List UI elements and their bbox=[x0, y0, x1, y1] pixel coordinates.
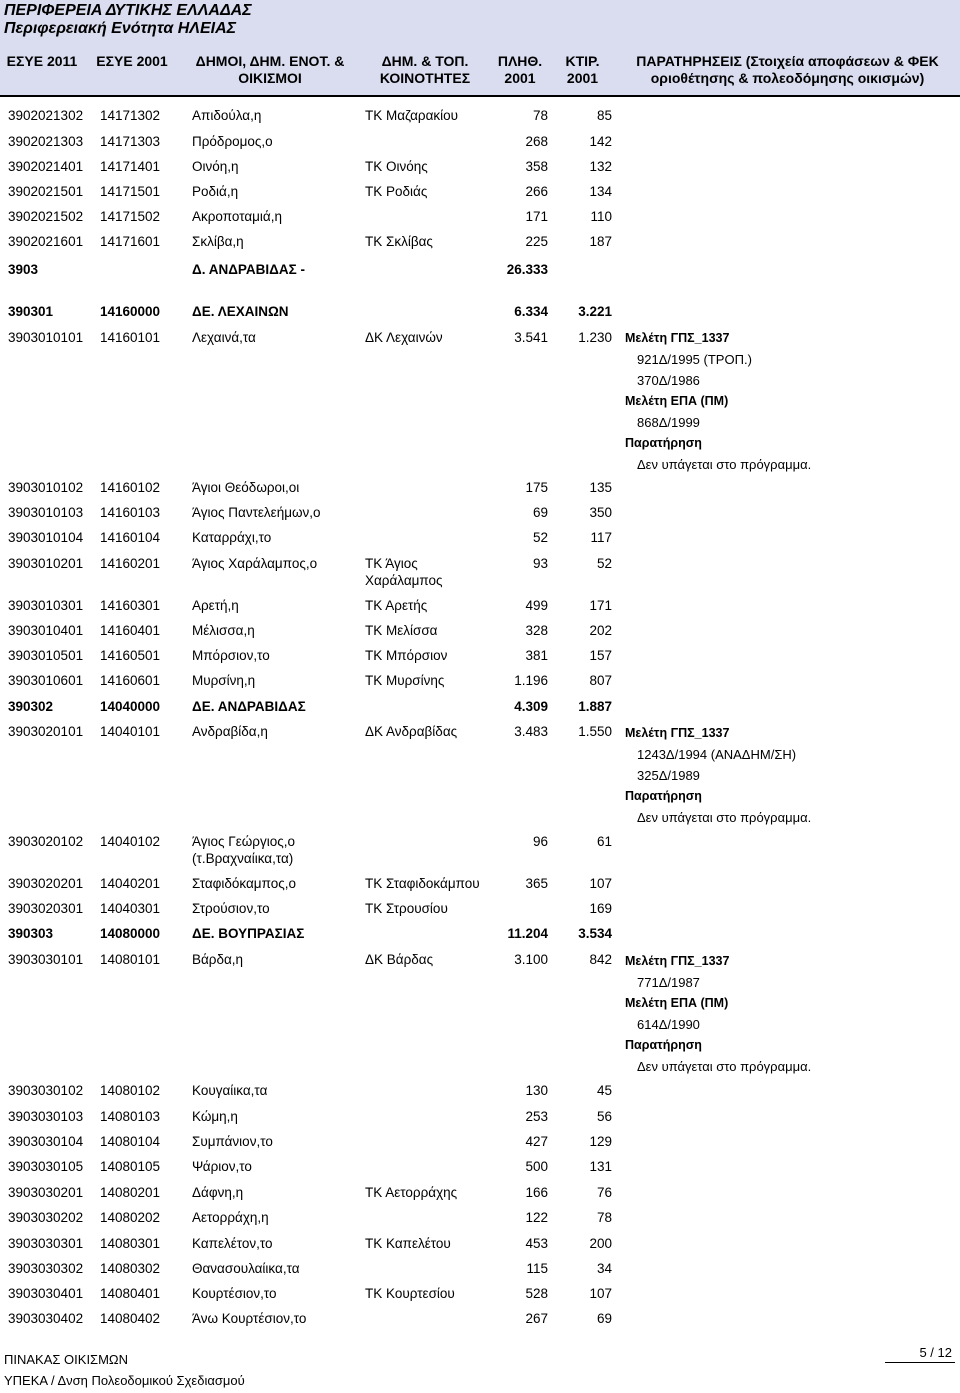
settlement-name: Δάφνη,η bbox=[192, 1185, 244, 1200]
population: 1.196 bbox=[514, 673, 548, 688]
settlement-name: Μέλισσα,η bbox=[192, 623, 255, 638]
buildings: 202 bbox=[589, 623, 612, 638]
settlement-name: Συμπάνιον,το bbox=[192, 1134, 273, 1149]
settlement-name: Λεχαινά,τα bbox=[192, 330, 256, 345]
remark-entry: 1243Δ/1994 (ΑΝΑΔΗΜ/ΣΗ) bbox=[637, 747, 797, 762]
table-row bbox=[0, 598, 960, 618]
population: 381 bbox=[525, 648, 548, 663]
esye-2001: 14080101 bbox=[100, 952, 161, 967]
esye-2011: 3903010601 bbox=[8, 673, 84, 688]
settlement-name: Άγιος Χαράλαμπος,ο bbox=[192, 556, 318, 571]
buildings: 78 bbox=[596, 1210, 612, 1225]
remark-entry: 370Δ/1986 bbox=[637, 373, 700, 388]
population: 3.483 bbox=[514, 724, 548, 739]
community-name: ΤΚ Σταφιδοκάμπου bbox=[365, 876, 480, 891]
esye-2001: 14171302 bbox=[100, 108, 161, 123]
esye-2001: 14160103 bbox=[100, 505, 161, 520]
settlement-name: Ψάριον,το bbox=[192, 1159, 252, 1174]
community-name: ΤΚ Σκλίβας bbox=[365, 234, 433, 249]
region-title: ΠΕΡΙΦΕΡΕΙΑ ΔΥΤΙΚΗΣ ΕΛΛΑΔΑΣ bbox=[4, 2, 252, 19]
buildings: 200 bbox=[589, 1236, 612, 1251]
remarks-block bbox=[625, 723, 811, 828]
esye-2011: 3903030301 bbox=[8, 1236, 84, 1251]
buildings: 135 bbox=[589, 480, 612, 495]
population: 3.100 bbox=[514, 952, 548, 967]
settlement-name: Μυρσίνη,η bbox=[192, 673, 256, 688]
population: 96 bbox=[532, 834, 548, 849]
community-name: ΔΚ Λεχαινών bbox=[365, 330, 443, 345]
esye-2011: 3903030402 bbox=[8, 1311, 84, 1326]
esye-2001: 14160401 bbox=[100, 623, 161, 638]
table-row bbox=[0, 530, 960, 550]
remark-heading: Μελέτη ΕΠΑ (ΠΜ) bbox=[625, 996, 729, 1010]
settlement-name: Δ. ΑΝΔΡΑΒΙΔΑΣ - bbox=[192, 262, 305, 277]
esye-2001: 14040101 bbox=[100, 724, 161, 739]
esye-2001: 14080103 bbox=[100, 1109, 161, 1124]
col-name: ΔΗΜΟΙ, ΔΗΜ. ΕΝΟΤ. & ΟΙΚΙΣΜΟΙ bbox=[195, 53, 345, 86]
header-separator bbox=[0, 95, 960, 97]
footer-rule bbox=[885, 1362, 955, 1363]
esye-2001: 14080105 bbox=[100, 1159, 161, 1174]
buildings: 1.550 bbox=[578, 724, 612, 739]
buildings: 3.221 bbox=[578, 304, 612, 319]
buildings: 3.534 bbox=[578, 926, 612, 941]
esye-2011: 3903030105 bbox=[8, 1159, 84, 1174]
population: 253 bbox=[525, 1109, 548, 1124]
population: 93 bbox=[532, 556, 548, 571]
esye-2011: 3903030103 bbox=[8, 1109, 84, 1124]
community-name: ΤΚ Στρουσίου bbox=[365, 901, 448, 916]
population: 175 bbox=[525, 480, 548, 495]
community-name: ΤΚ Κουρτεσίου bbox=[365, 1286, 455, 1301]
population: 266 bbox=[525, 184, 548, 199]
settlement-name: Άγιοι Θεόδωροι,οι bbox=[192, 480, 300, 495]
settlement-name: Σταφιδόκαμπος,ο bbox=[192, 876, 296, 891]
table-row bbox=[0, 1261, 960, 1281]
remarks-block bbox=[625, 951, 811, 1077]
table-row bbox=[0, 159, 960, 179]
population: 267 bbox=[525, 1311, 548, 1326]
remark-entry: 325Δ/1989 bbox=[637, 768, 700, 783]
community-name: ΔΚ Ανδραβίδας bbox=[365, 724, 458, 739]
community-name: ΤΚ Οινόης bbox=[365, 159, 428, 174]
settlement-name: Άγιος Γεώργιος,ο bbox=[192, 834, 295, 849]
population: 499 bbox=[525, 598, 548, 613]
buildings: 117 bbox=[590, 530, 612, 545]
buildings: 34 bbox=[596, 1261, 612, 1276]
unit-title: Περιφερειακή Ενότητα ΗΛΕΙΑΣ bbox=[4, 20, 237, 37]
esye-2011: 3903010201 bbox=[8, 556, 84, 571]
esye-2001: 14040102 bbox=[100, 834, 161, 849]
col-community: ΔΗΜ. & ΤΟΠ. ΚΟΙΝΟΤΗΤΕΣ bbox=[379, 53, 471, 86]
remark-heading: Παρατήρηση bbox=[625, 436, 702, 450]
buildings: 142 bbox=[589, 134, 612, 149]
buildings: 107 bbox=[589, 876, 612, 891]
table-row bbox=[0, 623, 960, 643]
table-row bbox=[0, 1236, 960, 1256]
table-row bbox=[0, 480, 960, 500]
population: 225 bbox=[525, 234, 548, 249]
settlement-name: Καταρράχι,το bbox=[192, 530, 272, 545]
esye-2011: 3903030102 bbox=[8, 1083, 84, 1098]
page-header bbox=[0, 0, 960, 95]
community-name: ΤΚ Μυρσίνης bbox=[365, 673, 445, 688]
footer-table-name: ΠΙΝΑΚΑΣ ΟΙΚΙΣΜΩΝ bbox=[4, 1352, 129, 1367]
table-row bbox=[0, 556, 960, 588]
esye-2011: 3903010501 bbox=[8, 648, 84, 663]
esye-2011: 3903020102 bbox=[8, 834, 84, 849]
table-row bbox=[0, 1185, 960, 1205]
settlement-name: Θανασουλαίικα,τα bbox=[192, 1261, 300, 1276]
table-row bbox=[0, 134, 960, 154]
table-row bbox=[0, 1210, 960, 1230]
buildings: 350 bbox=[589, 505, 612, 520]
population: 122 bbox=[525, 1210, 548, 1225]
col-esye2011: ΕΣΥΕ 2011 bbox=[6, 53, 78, 69]
buildings: 85 bbox=[596, 108, 612, 123]
population: 171 bbox=[525, 209, 548, 224]
table-row bbox=[0, 673, 960, 693]
esye-2001: 14171401 bbox=[100, 159, 161, 174]
buildings: 69 bbox=[596, 1311, 612, 1326]
esye-2011: 3903010103 bbox=[8, 505, 84, 520]
esye-2011: 3903010101 bbox=[8, 330, 84, 345]
esye-2011: 3903030202 bbox=[8, 1210, 84, 1225]
population: 4.309 bbox=[514, 699, 548, 714]
esye-2001: 14171501 bbox=[100, 184, 161, 199]
remark-entry: 868Δ/1999 bbox=[637, 415, 700, 430]
table-row bbox=[0, 108, 960, 128]
settlement-name: Πρόδρομος,ο bbox=[192, 134, 273, 149]
buildings: 1.887 bbox=[578, 699, 612, 714]
buildings: 56 bbox=[596, 1109, 612, 1124]
settlement-name: ΔΕ. ΛΕΧΑΙΝΩΝ bbox=[192, 304, 289, 319]
community-name: ΤΚ Μαζαρακίου bbox=[365, 108, 459, 123]
table-row bbox=[0, 262, 960, 282]
esye-2001: 14160601 bbox=[100, 673, 161, 688]
population: 268 bbox=[525, 134, 548, 149]
buildings: 61 bbox=[596, 834, 612, 849]
settlement-name: Κουρτέσιον,το bbox=[192, 1286, 277, 1301]
population: 328 bbox=[525, 623, 548, 638]
settlement-name: Κουγαίικα,τα bbox=[192, 1083, 268, 1098]
esye-2001: 14160101 bbox=[100, 330, 161, 345]
esye-2001: 14080302 bbox=[100, 1261, 161, 1276]
remark-heading: Μελέτη ΓΠΣ_1337 bbox=[625, 726, 730, 740]
settlement-name: Κώμη,η bbox=[192, 1109, 238, 1124]
table-row bbox=[0, 1109, 960, 1129]
esye-2001: 14040301 bbox=[100, 901, 161, 916]
footer-agency: ΥΠΕΚΑ / Δνση Πολεοδομικού Σχεδιασμού bbox=[4, 1373, 245, 1388]
esye-2011: 3902021303 bbox=[8, 134, 84, 149]
esye-2011: 3903010102 bbox=[8, 480, 84, 495]
community-name: ΤΚ Μπόρσιον bbox=[365, 648, 448, 663]
esye-2001: 14160301 bbox=[100, 598, 161, 613]
remark-entry: Δεν υπάγεται στο πρόγραμμα. bbox=[637, 810, 812, 825]
column-headers bbox=[0, 53, 960, 93]
buildings: 110 bbox=[590, 209, 612, 224]
buildings: 132 bbox=[589, 159, 612, 174]
esye-2011: 390303 bbox=[8, 926, 54, 941]
settlement-name: Ροδιά,η bbox=[192, 184, 239, 199]
esye-2011: 3902021501 bbox=[8, 184, 84, 199]
buildings: 187 bbox=[589, 234, 612, 249]
settlement-name: Στρούσιον,το bbox=[192, 901, 270, 916]
settlement-name: ΔΕ. ΒΟΥΠΡΑΣΙΑΣ bbox=[192, 926, 305, 941]
population: 69 bbox=[532, 505, 548, 520]
esye-2011: 3903010401 bbox=[8, 623, 84, 638]
col-esye2001: ΕΣΥΕ 2001 bbox=[96, 53, 168, 69]
settlement-name: Ανδραβίδα,η bbox=[192, 724, 268, 739]
population: 365 bbox=[525, 876, 548, 891]
population: 26.333 bbox=[506, 262, 548, 277]
esye-2001: 14080104 bbox=[100, 1134, 161, 1149]
esye-2011: 3903030201 bbox=[8, 1185, 84, 1200]
esye-2011: 3902021601 bbox=[8, 234, 84, 249]
table-row bbox=[0, 1286, 960, 1306]
population: 52 bbox=[532, 530, 548, 545]
esye-2011: 3903030104 bbox=[8, 1134, 84, 1149]
buildings: 807 bbox=[589, 673, 612, 688]
buildings: 76 bbox=[596, 1185, 612, 1200]
community-name: ΤΚ Μελίσσα bbox=[365, 623, 438, 638]
esye-2001: 14160201 bbox=[100, 556, 161, 571]
settlement-name: Οινόη,η bbox=[192, 159, 239, 174]
esye-2001: 14080301 bbox=[100, 1236, 161, 1251]
esye-2011: 3903020201 bbox=[8, 876, 84, 891]
settlement-name: Ακροποταμιά,η bbox=[192, 209, 282, 224]
esye-2001: 14040201 bbox=[100, 876, 161, 891]
esye-2011: 3903 bbox=[8, 262, 39, 277]
table-row bbox=[0, 304, 960, 324]
settlement-name: Καπελέτον,το bbox=[192, 1236, 273, 1251]
esye-2011: 3903010301 bbox=[8, 598, 84, 613]
remarks-block bbox=[625, 328, 811, 475]
esye-2001: 14171303 bbox=[100, 134, 161, 149]
buildings: 129 bbox=[589, 1134, 612, 1149]
population: 6.334 bbox=[514, 304, 548, 319]
community-name: ΤΚ Άγιος bbox=[365, 556, 418, 571]
community-name: ΤΚ Αετορράχης bbox=[365, 1185, 458, 1200]
population: 166 bbox=[525, 1185, 548, 1200]
community-name: ΔΚ Βάρδας bbox=[365, 952, 434, 967]
esye-2011: 3902021401 bbox=[8, 159, 84, 174]
esye-2001: 14040000 bbox=[100, 699, 161, 714]
settlement-name: Άνω Κουρτέσιον,το bbox=[192, 1311, 307, 1326]
esye-2001: 14160000 bbox=[100, 304, 161, 319]
settlement-name: Άγιος Παντελεήμων,ο bbox=[192, 505, 321, 520]
table-row bbox=[0, 209, 960, 229]
esye-2011: 390301 bbox=[8, 304, 54, 319]
esye-2011: 3902021502 bbox=[8, 209, 84, 224]
table-row bbox=[0, 724, 960, 744]
table-row bbox=[0, 901, 960, 921]
remark-heading: Παρατήρηση bbox=[625, 789, 702, 803]
col-bld: ΚΤΙΡ. 2001 bbox=[565, 53, 600, 86]
buildings: 107 bbox=[589, 1286, 612, 1301]
population: 427 bbox=[525, 1134, 548, 1149]
settlement-name: ΔΕ. ΑΝΔΡΑΒΙΔΑΣ bbox=[192, 699, 306, 714]
table-row bbox=[0, 699, 960, 719]
population: 115 bbox=[526, 1261, 548, 1276]
esye-2011: 390302 bbox=[8, 699, 54, 714]
settlement-name: Αετορράχη,η bbox=[192, 1210, 269, 1225]
community-name-line2: Χαράλαμπος bbox=[365, 573, 443, 588]
buildings: 169 bbox=[589, 901, 612, 916]
population: 130 bbox=[525, 1083, 548, 1098]
settlement-name: Σκλίβα,η bbox=[192, 234, 244, 249]
table-row bbox=[0, 952, 960, 972]
table-row bbox=[0, 648, 960, 668]
table-row bbox=[0, 330, 960, 350]
community-name: ΤΚ Ροδιάς bbox=[365, 184, 428, 199]
table-row bbox=[0, 1083, 960, 1103]
buildings: 131 bbox=[589, 1159, 612, 1174]
esye-2001: 14080000 bbox=[100, 926, 161, 941]
community-name: ΤΚ Αρετής bbox=[365, 598, 428, 613]
remark-heading: Μελέτη ΕΠΑ (ΠΜ) bbox=[625, 394, 729, 408]
remark-entry: 771Δ/1987 bbox=[637, 975, 700, 990]
remark-entry: Δεν υπάγεται στο πρόγραμμα. bbox=[637, 1059, 812, 1074]
buildings: 134 bbox=[589, 184, 612, 199]
community-name: ΤΚ Καπελέτου bbox=[365, 1236, 451, 1251]
esye-2001: 14080201 bbox=[100, 1185, 161, 1200]
esye-2011: 3903010104 bbox=[8, 530, 84, 545]
buildings: 842 bbox=[589, 952, 612, 967]
population: 528 bbox=[525, 1286, 548, 1301]
esye-2001: 14160102 bbox=[100, 480, 161, 495]
table-row bbox=[0, 926, 960, 946]
remark-entry: 921Δ/1995 (ΤΡΟΠ.) bbox=[637, 352, 752, 367]
esye-2011: 3902021302 bbox=[8, 108, 84, 123]
remark-heading: Μελέτη ΓΠΣ_1337 bbox=[625, 331, 730, 345]
settlement-name-line2: (τ.Βραχναίικα,τα) bbox=[192, 851, 294, 866]
remark-heading: Παρατήρηση bbox=[625, 1038, 702, 1052]
esye-2011: 3903020101 bbox=[8, 724, 84, 739]
remark-entry: 614Δ/1990 bbox=[637, 1017, 700, 1032]
esye-2001: 14171502 bbox=[100, 209, 161, 224]
esye-2001: 14160501 bbox=[100, 648, 161, 663]
esye-2011: 3903030401 bbox=[8, 1286, 84, 1301]
population: 78 bbox=[532, 108, 548, 123]
esye-2011: 3903030302 bbox=[8, 1261, 84, 1276]
population: 3.541 bbox=[514, 330, 548, 345]
buildings: 157 bbox=[589, 648, 612, 663]
table-row bbox=[0, 505, 960, 525]
esye-2001: 14080402 bbox=[100, 1311, 161, 1326]
esye-2001: 14080401 bbox=[100, 1286, 161, 1301]
buildings: 45 bbox=[596, 1083, 612, 1098]
esye-2001: 14160104 bbox=[100, 530, 161, 545]
buildings: 52 bbox=[596, 556, 612, 571]
settlement-name: Αρετή,η bbox=[192, 598, 239, 613]
col-notes: ΠΑΡΑΤΗΡΗΣΕΙΣ (Στοιχεία αποφάσεων & ΦΕΚ οριοθέτησης & πολεοδόμησης οικισμών) bbox=[636, 53, 939, 86]
table-row bbox=[0, 234, 960, 254]
population: 453 bbox=[525, 1236, 548, 1251]
remark-entry: Δεν υπάγεται στο πρόγραμμα. bbox=[637, 457, 812, 472]
population: 11.204 bbox=[507, 926, 548, 941]
esye-2001: 14080202 bbox=[100, 1210, 161, 1225]
settlement-name: Απιδούλα,η bbox=[192, 108, 262, 123]
col-pop: ΠΛΗΘ. 2001 bbox=[497, 53, 543, 86]
population: 500 bbox=[525, 1159, 548, 1174]
buildings: 171 bbox=[589, 598, 612, 613]
esye-2001: 14080102 bbox=[100, 1083, 161, 1098]
population: 358 bbox=[525, 159, 548, 174]
esye-2011: 3903030101 bbox=[8, 952, 84, 967]
esye-2001: 14171601 bbox=[100, 234, 161, 249]
table-row bbox=[0, 876, 960, 896]
settlement-name: Μπόρσιον,το bbox=[192, 648, 270, 663]
table-row bbox=[0, 184, 960, 204]
esye-2011: 3903020301 bbox=[8, 901, 84, 916]
remark-heading: Μελέτη ΓΠΣ_1337 bbox=[625, 954, 730, 968]
page-number: 5 / 12 bbox=[919, 1345, 952, 1360]
buildings: 1.230 bbox=[578, 330, 612, 345]
settlement-name: Βάρδα,η bbox=[192, 952, 244, 967]
table-row bbox=[0, 1134, 960, 1154]
table-row bbox=[0, 834, 960, 866]
table-row bbox=[0, 1159, 960, 1179]
table-row bbox=[0, 1311, 960, 1331]
